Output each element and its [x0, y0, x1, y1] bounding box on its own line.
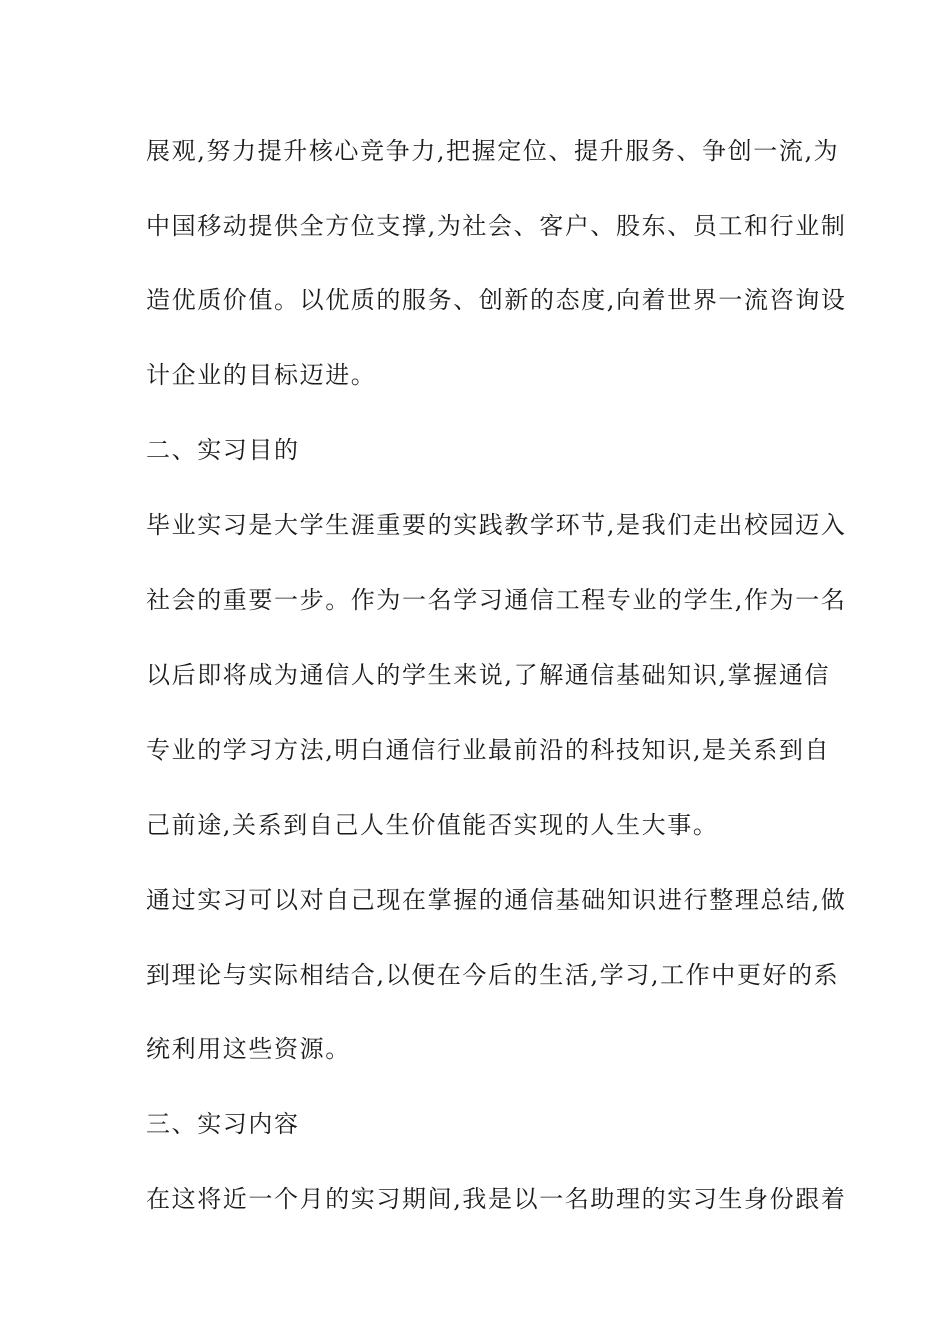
- body-text-line: 己前途,关系到自己人生价值能否实现的人生大事。: [146, 811, 719, 839]
- section-heading: 二、实习目的: [146, 436, 300, 464]
- body-text-line: 统利用这些资源。: [146, 1035, 351, 1063]
- body-text-line: 计企业的目标迈进。: [146, 361, 377, 389]
- body-text-line: 通过实习可以对自己现在掌握的通信基础知识进行整理总结,做: [146, 886, 847, 914]
- body-text-line: 社会的重要一步。作为一名学习通信工程专业的学生,作为一名: [146, 586, 847, 614]
- section-heading: 三、实习内容: [146, 1110, 300, 1138]
- body-text-line: 专业的学习方法,明白通信行业最前沿的科技知识,是关系到自: [146, 736, 831, 764]
- body-text-line: 造优质价值。以优质的服务、创新的态度,向着世界一流咨询设: [146, 286, 847, 314]
- body-text-line: 中国移动提供全方位支撑,为社会、客户、股东、员工和行业制: [146, 212, 847, 240]
- body-text-line: 到理论与实际相结合,以便在今后的生活,学习,工作中更好的系: [146, 961, 840, 989]
- body-text-line: 毕业实习是大学生涯重要的实践教学环节,是我们走出校园迈入: [146, 511, 847, 539]
- body-text-line: 展观,努力提升核心竞争力,把握定位、提升服务、争创一流,为: [146, 137, 840, 165]
- body-text-line: 在这将近一个月的实习期间,我是以一名助理的实习生身份跟着: [146, 1185, 847, 1213]
- body-text-line: 以后即将成为通信人的学生来说,了解通信基础知识,掌握通信: [146, 661, 831, 689]
